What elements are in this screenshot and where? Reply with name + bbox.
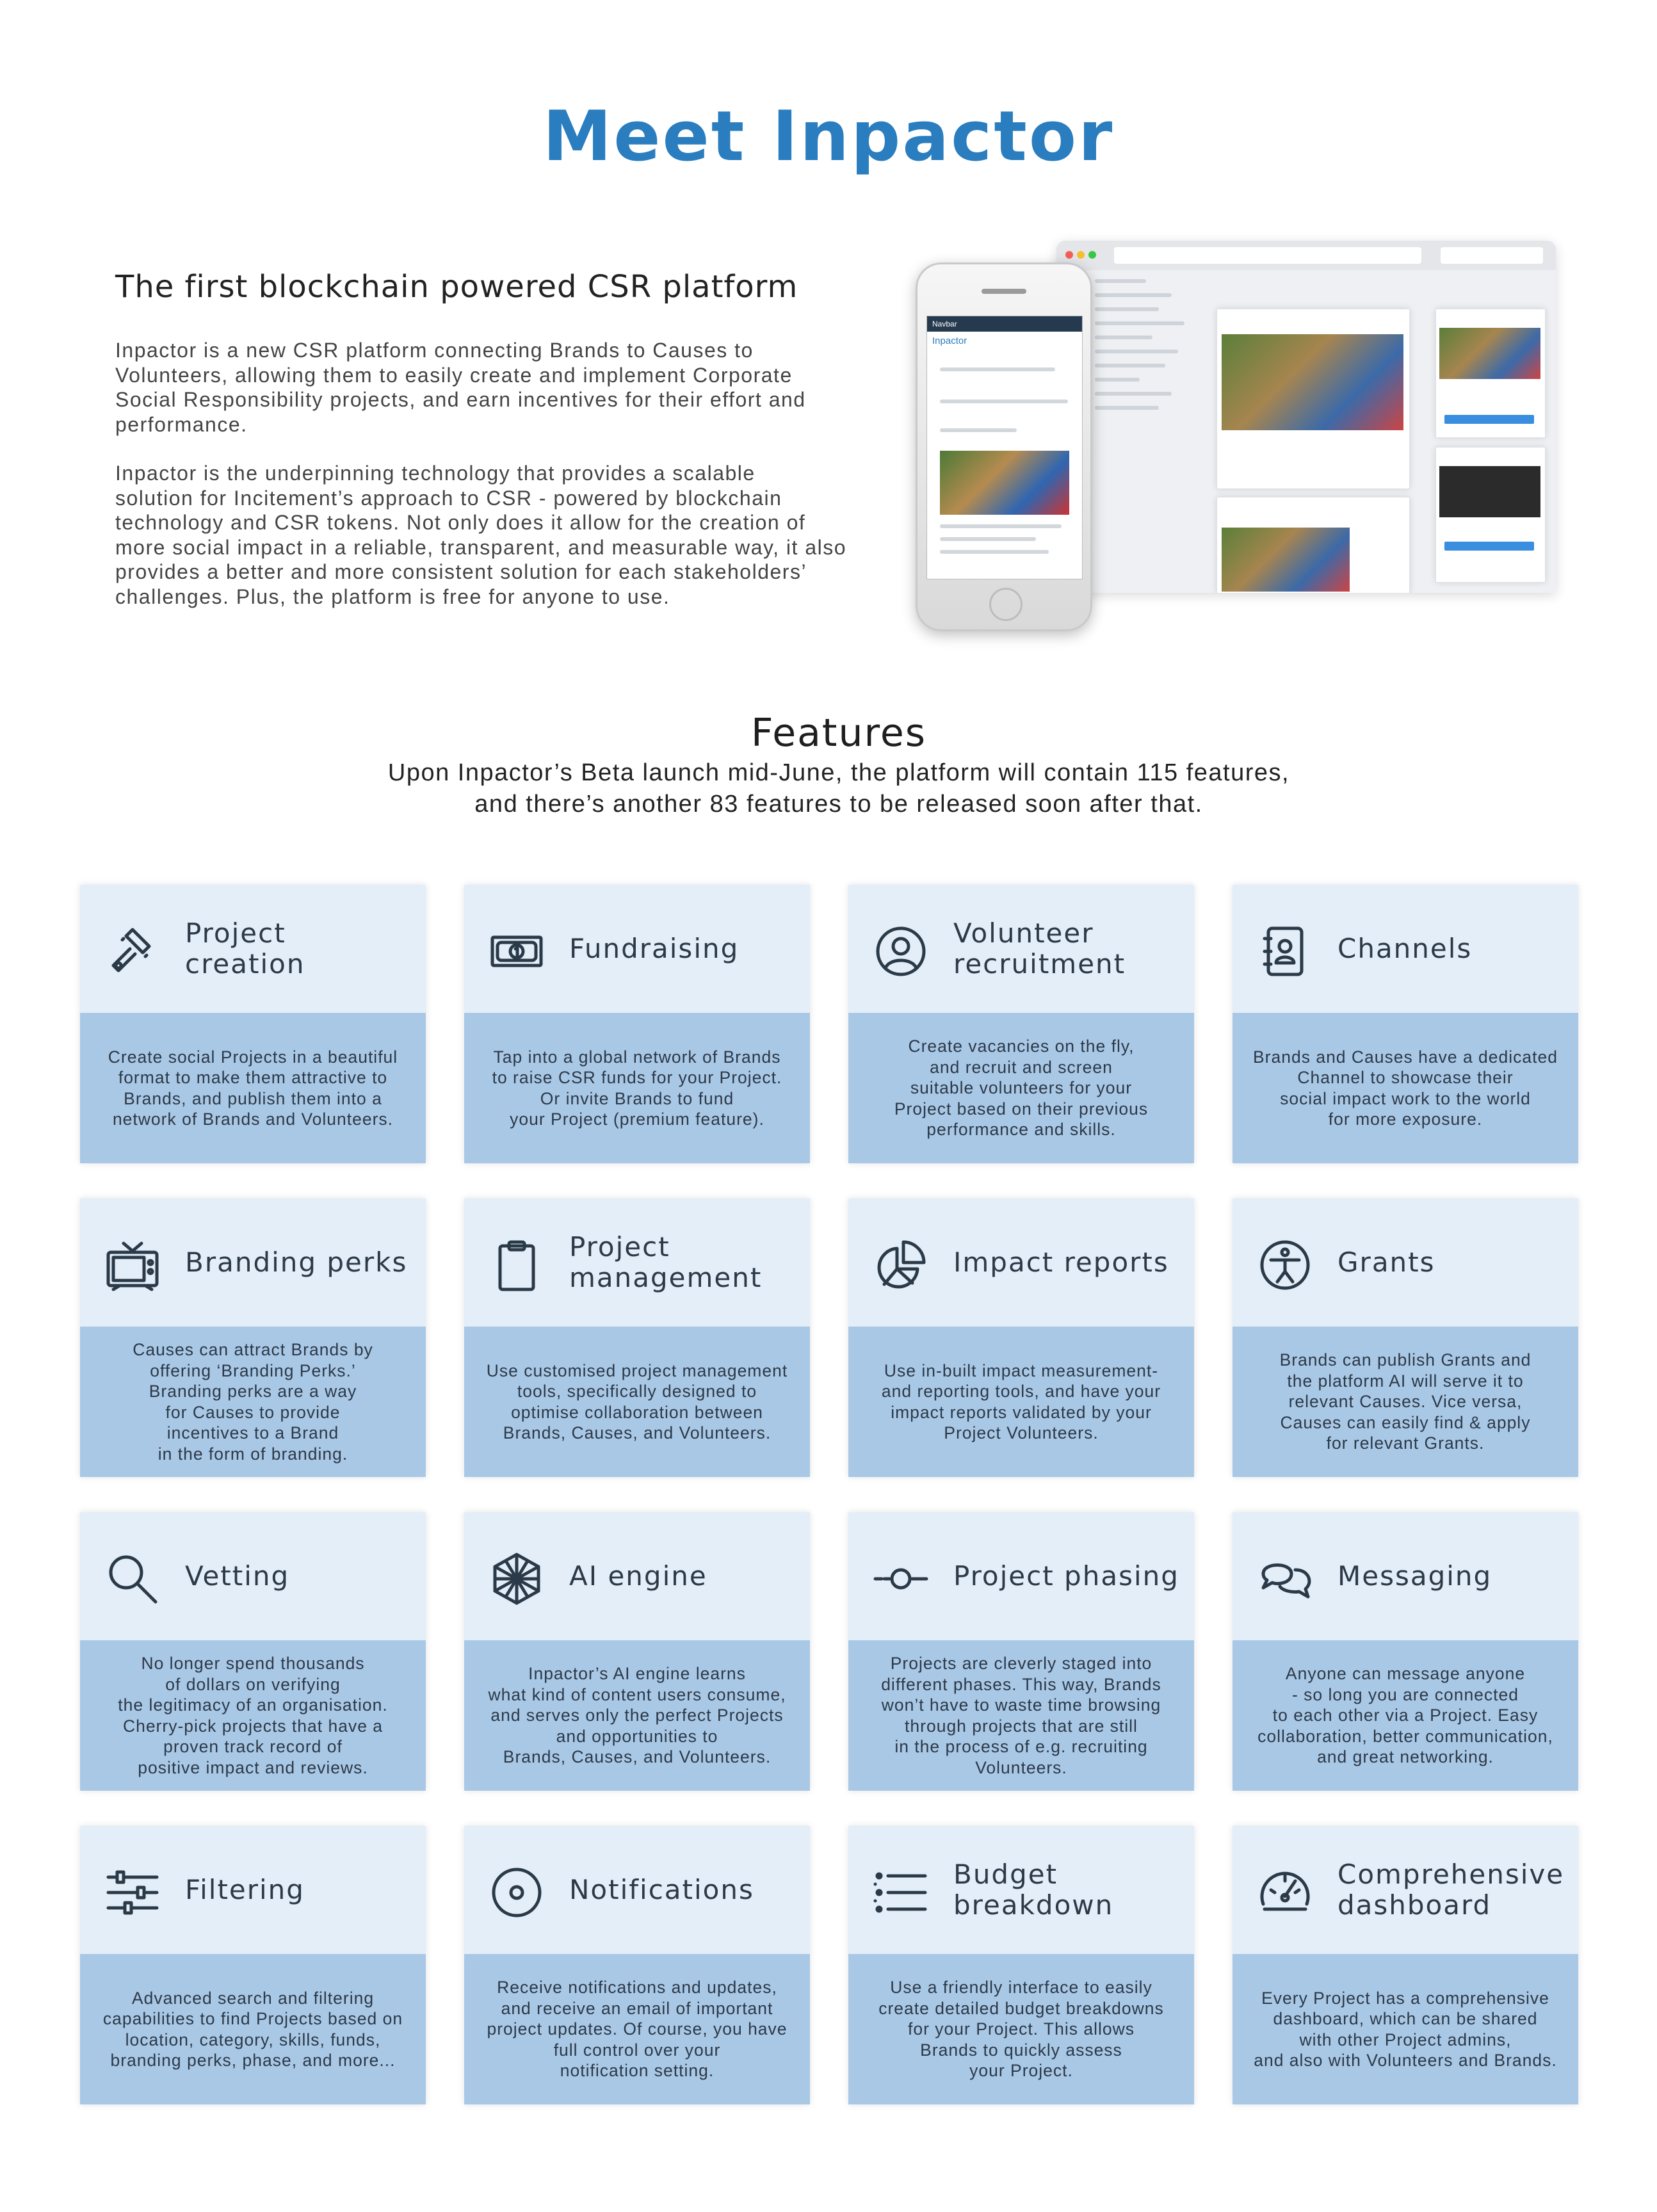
platform-mockup-image: [890, 237, 1562, 647]
chat-bubbles-icon: [1257, 1551, 1313, 1607]
feature-card-grants: [1233, 1199, 1578, 1477]
feature-card-body: [464, 1640, 810, 1791]
feature-description: No longer spend thousands of dollars on verifying the legitimacy of an organisation. Cherry-pick projects that have a proven track record of positive impact and reviews.: [118, 1654, 388, 1777]
feature-title-text: Budget breakdown: [953, 1859, 1114, 1921]
gavel-icon: [104, 923, 161, 980]
feature-card-body: [80, 1013, 426, 1163]
feature-description: Projects are cleverly staged into different phases. This way, Brands won’t have to waste time browsing through projects that are still in the process of e.g. recruiting Volunteers.: [881, 1654, 1161, 1777]
feature-title-text: Project phasing: [953, 1560, 1179, 1592]
features-title: Features: [751, 711, 926, 755]
feature-title: [185, 885, 416, 1013]
pie-chart-icon: [873, 1237, 929, 1293]
feature-description: Causes can attract Brands by offering ‘Branding Perks.’ Branding perks are a way for Causes to provide incentives to a Brand in the form of branding.: [133, 1340, 373, 1464]
feature-title-text: Filtering: [185, 1874, 305, 1905]
phone-navbar: Navbar: [927, 316, 1082, 332]
feature-title-text: Messaging: [1338, 1560, 1492, 1592]
feature-title-text: Fundraising: [569, 933, 740, 964]
feature-card-body: [1233, 1640, 1578, 1791]
feature-title-text: Project management: [569, 1231, 763, 1293]
features-subtitle-line-1: Upon Inpactor’s Beta launch mid-June, the platform will contain 115 features,: [387, 759, 1290, 786]
feature-card-body: [848, 1954, 1194, 2104]
feature-title-text: Impact reports: [953, 1247, 1169, 1278]
list-icon: [873, 1864, 929, 1921]
feature-card-filtering: [80, 1826, 426, 2104]
feature-title-text: AI engine: [569, 1560, 707, 1592]
feature-card-header: [80, 885, 426, 1013]
feature-card-header: [464, 885, 810, 1013]
feature-title: [953, 1199, 1184, 1327]
feature-card-body: [464, 1013, 810, 1163]
feature-card-fundraising: [464, 885, 810, 1163]
feature-title: [1338, 885, 1568, 1013]
commit-icon: [873, 1551, 929, 1607]
feature-description: Receive notifications and updates, and receive an email of important project updates. Of course, you have full control over your notification setting.: [487, 1978, 788, 2081]
phone-brand: Inpactor: [932, 335, 967, 346]
feature-card-header: [1233, 1826, 1578, 1954]
feature-title-text: Volunteer recruitment: [953, 917, 1126, 980]
feature-card-channels: [1233, 885, 1578, 1163]
feature-title: [569, 1512, 800, 1640]
intro-paragraph-2: Inpactor is the underpinning technology that provides a scalable solution for Incitement’s approach to CSR - powered by blockchain technology and CSR tokens. Not only does it allow for the creation of more social impact in a reliable, transparent, and measurable way, it also provides a better and more consistent solution for each stakeholders’ challenges. Plus, the platform is free for anyone to use.: [115, 462, 847, 608]
feature-title: [953, 1512, 1184, 1640]
phone-screenshot: [916, 262, 1092, 631]
feature-card-header: [848, 1512, 1194, 1640]
feature-title: [953, 885, 1184, 1013]
feature-card-body: [1233, 1327, 1578, 1477]
feature-card-vetting: [80, 1512, 426, 1791]
feature-title-text: Channels: [1338, 933, 1473, 964]
feature-title: [1338, 1826, 1568, 1954]
features-subtitle: [0, 757, 1657, 820]
feature-description: Brands and Causes have a dedicated Channel to showcase their social impact work to the world for more exposure.: [1253, 1047, 1558, 1129]
feature-description: Use in-built impact measurement- and reporting tools, and have your impact reports validated by your Project Volunteers.: [881, 1360, 1161, 1442]
gauge-icon: [1257, 1864, 1313, 1921]
feature-card-header: [80, 1199, 426, 1327]
feature-title: [1338, 1199, 1568, 1327]
feature-card-header: [848, 1826, 1194, 1954]
feature-card-body: [80, 1327, 426, 1477]
hexagon-network-icon: [489, 1551, 545, 1607]
feature-card-body: [1233, 1013, 1578, 1163]
feature-description: Anyone can message anyone - so long you are connected to each other via a Project. Easy collaboration, better communication, and great networking.: [1257, 1664, 1553, 1767]
feature-card-comprehensive-dashboard: [1233, 1826, 1578, 2104]
feature-card-impact-reports: [848, 1199, 1194, 1477]
sliders-icon: [104, 1864, 161, 1921]
feature-title-text: Vetting: [185, 1560, 290, 1592]
feature-description: Inpactor’s AI engine learns what kind of content users consume, and serves only the perfect Projects and opportunities to Brands, Causes, and Volunteers.: [488, 1664, 786, 1767]
feature-card-budget-breakdown: [848, 1826, 1194, 2104]
feature-title: [185, 1826, 416, 1954]
feature-description: Use customised project management tools, specifically designed to optimise collaboration between Brands, Causes, and Volunteers.: [486, 1360, 788, 1442]
feature-card-body: [80, 1640, 426, 1791]
feature-title: [569, 1826, 800, 1954]
feature-card-messaging: [1233, 1512, 1578, 1791]
feature-description: Brands can publish Grants and the platform AI will serve it to relevant Causes. Vice versa, Causes can easily find & apply for relevant Grants.: [1279, 1350, 1532, 1453]
feature-description: Tap into a global network of Brands to raise CSR funds for your Project. Or invite Brands to fund your Project (premium feature).: [492, 1047, 782, 1129]
feature-card-project-creation: [80, 885, 426, 1163]
feature-card-body: [464, 1954, 810, 2104]
feature-description: Advanced search and filtering capabilities to find Projects based on location, category, skills, funds, branding perks, phase, and more...: [102, 1988, 403, 2070]
feature-card-header: [848, 885, 1194, 1013]
feature-card-header: [80, 1826, 426, 1954]
feature-title: [185, 1512, 416, 1640]
feature-description: Use a friendly interface to easily create detailed budget breakdowns for your Project. This allows Brands to quickly assess your Project.: [878, 1978, 1164, 2081]
feature-title: [569, 1199, 800, 1327]
feature-title-text: Notifications: [569, 1874, 754, 1905]
feature-card-header: [464, 1199, 810, 1327]
page-title: Meet Inpactor: [542, 97, 1115, 177]
feature-card-body: [848, 1640, 1194, 1791]
feature-card-body: [848, 1013, 1194, 1163]
search-icon: [104, 1551, 161, 1607]
intro-heading: The first blockchain powered CSR platform: [115, 269, 798, 305]
contact-book-icon: [1257, 923, 1313, 980]
feature-card-header: [848, 1199, 1194, 1327]
banknote-icon: [489, 923, 545, 980]
intro-paragraph-1: Inpactor is a new CSR platform connecting Brands to Causes to Volunteers, allowing them to easily create and implement Corporate Social Responsibility projects, and earn incentives for their effort and performance.: [115, 339, 806, 436]
feature-card-header: [80, 1512, 426, 1640]
feature-title-text: Grants: [1338, 1247, 1435, 1278]
feature-card-project-phasing: [848, 1512, 1194, 1791]
feature-title: [569, 885, 800, 1013]
features-subtitle-line-2: and there’s another 83 features to be released soon after that.: [474, 791, 1203, 818]
feature-title: [953, 1826, 1184, 1954]
feature-card-branding-perks: [80, 1199, 426, 1477]
desktop-screenshot: [1056, 241, 1556, 593]
user-circle-icon: [873, 923, 929, 980]
accessibility-icon: [1257, 1237, 1313, 1293]
feature-card-body: [1233, 1954, 1578, 2104]
feature-description: Every Project has a comprehensive dashboard, which can be shared with other Project admins, and also with Volunteers and Brands.: [1254, 1988, 1557, 2070]
tv-icon: [104, 1237, 161, 1293]
feature-title: [185, 1199, 416, 1327]
feature-card-header: [1233, 885, 1578, 1013]
feature-title-text: Comprehensive dashboard: [1338, 1859, 1565, 1921]
feature-card-header: [1233, 1512, 1578, 1640]
notification-ring-icon: [489, 1864, 545, 1921]
intro-section: [115, 269, 903, 633]
feature-card-header: [464, 1512, 810, 1640]
feature-card-body: [80, 1954, 426, 2104]
feature-title-text: Branding perks: [185, 1247, 408, 1278]
feature-card-volunteer-recruitment: [848, 885, 1194, 1163]
feature-card-body: [464, 1327, 810, 1477]
feature-description: Create social Projects in a beautiful format to make them attractive to Brands, and publish them into a network of Brands and Volunteers.: [108, 1047, 398, 1129]
feature-card-project-management: [464, 1199, 810, 1477]
feature-card-ai-engine: [464, 1512, 810, 1791]
feature-card-header: [1233, 1199, 1578, 1327]
clipboard-icon: [489, 1237, 545, 1293]
feature-description: Create vacancies on the fly, and recruit and screen suitable volunteers for your Project based on their previous performance and skills.: [894, 1037, 1149, 1140]
feature-card-notifications: [464, 1826, 810, 2104]
feature-card-header: [464, 1826, 810, 1954]
feature-title-text: Project creation: [185, 917, 305, 980]
feature-card-body: [848, 1327, 1194, 1477]
feature-title: [1338, 1512, 1568, 1640]
